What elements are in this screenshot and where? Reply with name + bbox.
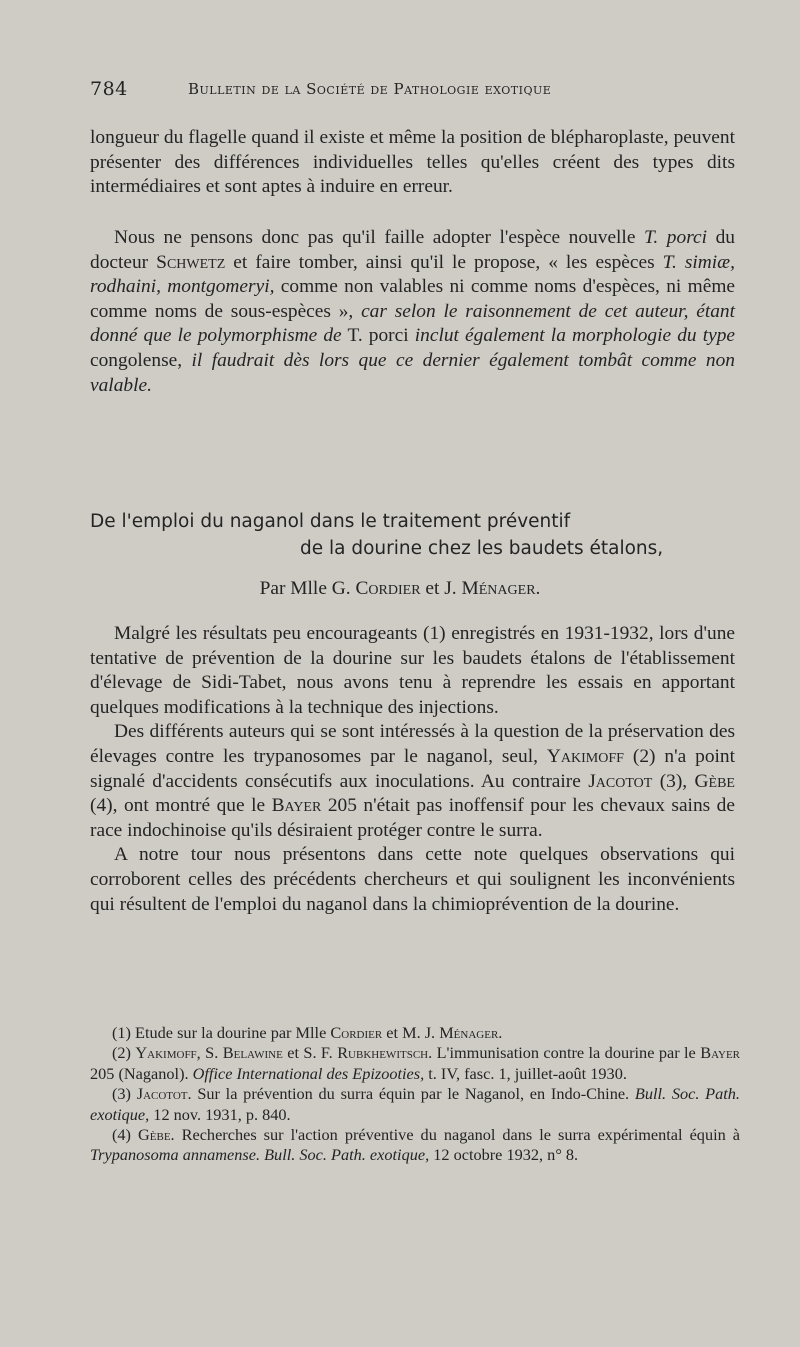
- author-name: Ménager.: [461, 578, 541, 599]
- continued-paragraph-1: longueur du flagelle quand il existe et même la position de blépharoplaste, peuvent présenter des différences individuelles telles qu'elles créent des types dits intermédiaires et sont aptes à induire en erreur.: [90, 127, 735, 198]
- author-name: Schwetz: [156, 251, 226, 273]
- page-number: 784: [90, 78, 128, 100]
- footnote-3: (3) Jacotot. Sur la prévention du surra équin par le Naganol, en Indo-Chine. Bull. Soc. Path. exotique, 12 nov. 1931, p. 840.: [90, 1084, 740, 1124]
- article-title-line-1: De l'emploi du naganol dans le traitement préventif: [90, 511, 571, 532]
- article-title-line-2: de la dourine chez les baudets étalons,: [300, 538, 664, 559]
- running-title: Bulletin de la Société de Pathologie exotique: [188, 80, 552, 98]
- article-body: [90, 622, 735, 917]
- footnote-1: (1) Etude sur la dourine par Mlle Cordier et M. J. Ménager.: [112, 1023, 503, 1042]
- footnotes: [90, 1023, 740, 1166]
- article-paragraph-1: Malgré les résultats peu encourageants (1) enregistrés en 1931-1932, lors d'une tentative de prévention de la dourine sur les baudets étalons de l'établissement d'élevage de Sidi-Tabet, nous avons tenu à reprendre les essais en apportant quelques modifications à la technique des injections.: [90, 623, 735, 718]
- footnote-4: (4) Gèbe. Recherches sur l'action préventive du naganol dans le surra expérimental équin à Trypanosoma annamense. Bull. Soc. Path. exotique, 12 octobre 1932, n° 8.: [90, 1125, 740, 1165]
- author-name: Cordier: [355, 578, 421, 599]
- article-paragraph-3: A notre tour nous présentons dans cette note quelques observations qui corroborent celles des précédents chercheurs et qui soulignent les inconvénients qui résultent de l'emploi du naganol dans la chimioprévention de la dourine.: [90, 844, 735, 915]
- continued-paragraph-2: Nous ne pensons donc pas qu'il faille adopter l'espèce nouvelle T. porci du docteur Schwetz et faire tomber, ainsi qu'il le propose, « les espèces T. simiæ, rodhaini, montgomeryi, comme non valables ni comme noms d'espèces, ni même comme noms de sous-espèces », car selon le raisonnement de cet auteur, étant donné que le polymorphisme de T. porci inclut également la morphologie du type congolense, il faudrait dès lors que ce dernier également tombât comme non valable.: [90, 227, 736, 396]
- footnote-2: (2) Yakimoff, S. Belawine et S. F. Rubkhewitsch. L'immunisation contre la dourine par le Bayer 205 (Naganol). Office International des Epizooties, t. IV, fasc. 1, juillet-août 1930.: [90, 1043, 741, 1083]
- article-paragraph-2: Des différents auteurs qui se sont intéressés à la question de la préservation des élevages contre les trypanosomes par le naganol, seul, Yakimoff (2) n'a point signalé d'accidents consécutifs aux inoculations. Au contraire Jacotot (3), Gèbe (4), ont montré que le Bayer 205 n'était pas inoffensif pour les chevaux sains de race indochinoise qu'ils désiraient protéger contre le surra.: [90, 721, 736, 841]
- article-byline: Par Mlle G. Cordier et J. Ménager.: [259, 578, 541, 599]
- page-header: [90, 78, 730, 104]
